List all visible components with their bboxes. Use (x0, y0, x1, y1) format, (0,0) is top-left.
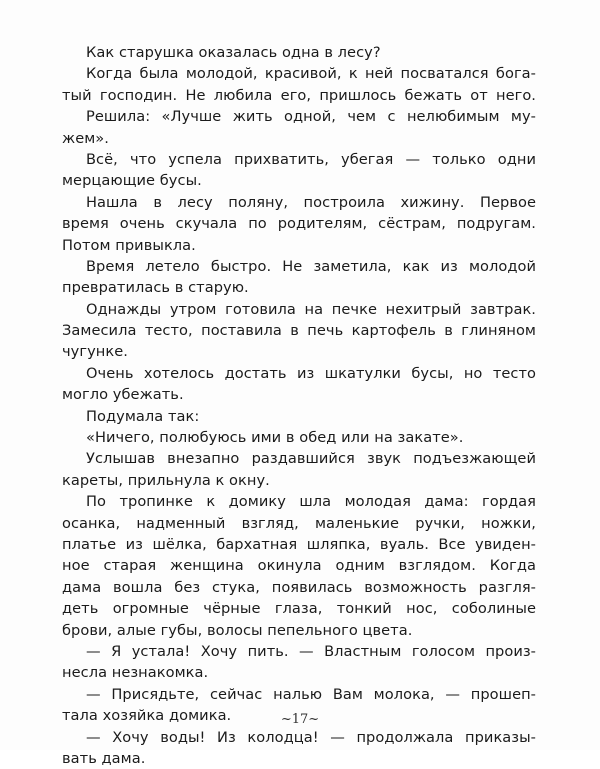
text-line: Подумала так: (86, 407, 200, 425)
text-line: Замесила тесто, поставила в печь картофель в глиняном (62, 322, 536, 340)
page-number: ~17~ (280, 712, 320, 727)
text-line: ное старая женщина окинула одним взглядом. Когда (62, 557, 536, 575)
story-text (62, 42, 536, 769)
text-line: брови, алые губы, волосы пепельного цвета. (62, 621, 413, 639)
text-line: Однажды утром готовила на печке нехитрый завтрак. (86, 300, 536, 318)
text-line: Очень хотелось достать из шкатулки бусы, но тесто (86, 364, 536, 382)
text-line: мерцающие бусы. (62, 172, 202, 190)
text-line: Всё, что успела прихватить, убегая — только одни (86, 150, 536, 168)
text-line: деть огромные чёрные глаза, тонкий нос, соболиные (62, 600, 536, 618)
text-line: Когда была молодой, красивой, к ней посватался бога- (86, 65, 536, 83)
text-line: Услышав внезапно раздавшийся звук подъезжающей (86, 450, 536, 468)
text-line: Время летело быстро. Не заметила, как из молодой (86, 257, 536, 275)
text-line: — Хочу воды! Из колодца! — продолжала приказы- (86, 728, 536, 746)
text-line: вать дама. (62, 749, 146, 767)
text-line: чугунке. (62, 343, 128, 361)
text-line: Нашла в лесу поляну, построила хижину. Первое (86, 193, 536, 211)
text-line: Решила: «Лучше жить одной, чем с нелюбимым му- (86, 108, 536, 126)
text-line: — Я устала! Хочу пить. — Властным голосом произ- (86, 642, 536, 660)
text-line: — Присядьте, сейчас налью Вам молока, — прошеп- (86, 685, 536, 703)
text-line: платье из шёлка, бархатная шляпка, вуаль. Все увиден- (62, 535, 536, 553)
text-line: могло убежать. (62, 386, 184, 404)
text-line: «Ничего, полюбуюсь ими в обед или на закате». (86, 429, 464, 447)
text-line: По тропинке к домику шла молодая дама: гордая (86, 493, 536, 511)
text-line: дама вошла без стука, появилась возможность разгля- (62, 578, 536, 596)
text-line: время очень скучала по родителям, сёстрам, подругам. (62, 215, 536, 233)
text-line: Потом привыкла. (62, 236, 196, 254)
text-line: Как старушка оказалась одна в лесу? (86, 44, 381, 61)
text-line: несла незнакомка. (62, 664, 209, 682)
text-line: жем». (62, 129, 109, 147)
text-line: тый господин. Не любила его, пришлось бежать от него. (62, 86, 536, 104)
text-line: тала хозяйка домика. (62, 707, 232, 725)
text-line: превратилась в старую. (62, 279, 249, 297)
text-line: осанка, надменный взгляд, маленькие ручки, ножки, (62, 514, 536, 532)
text-line: кареты, прильнула к окну. (62, 471, 270, 489)
